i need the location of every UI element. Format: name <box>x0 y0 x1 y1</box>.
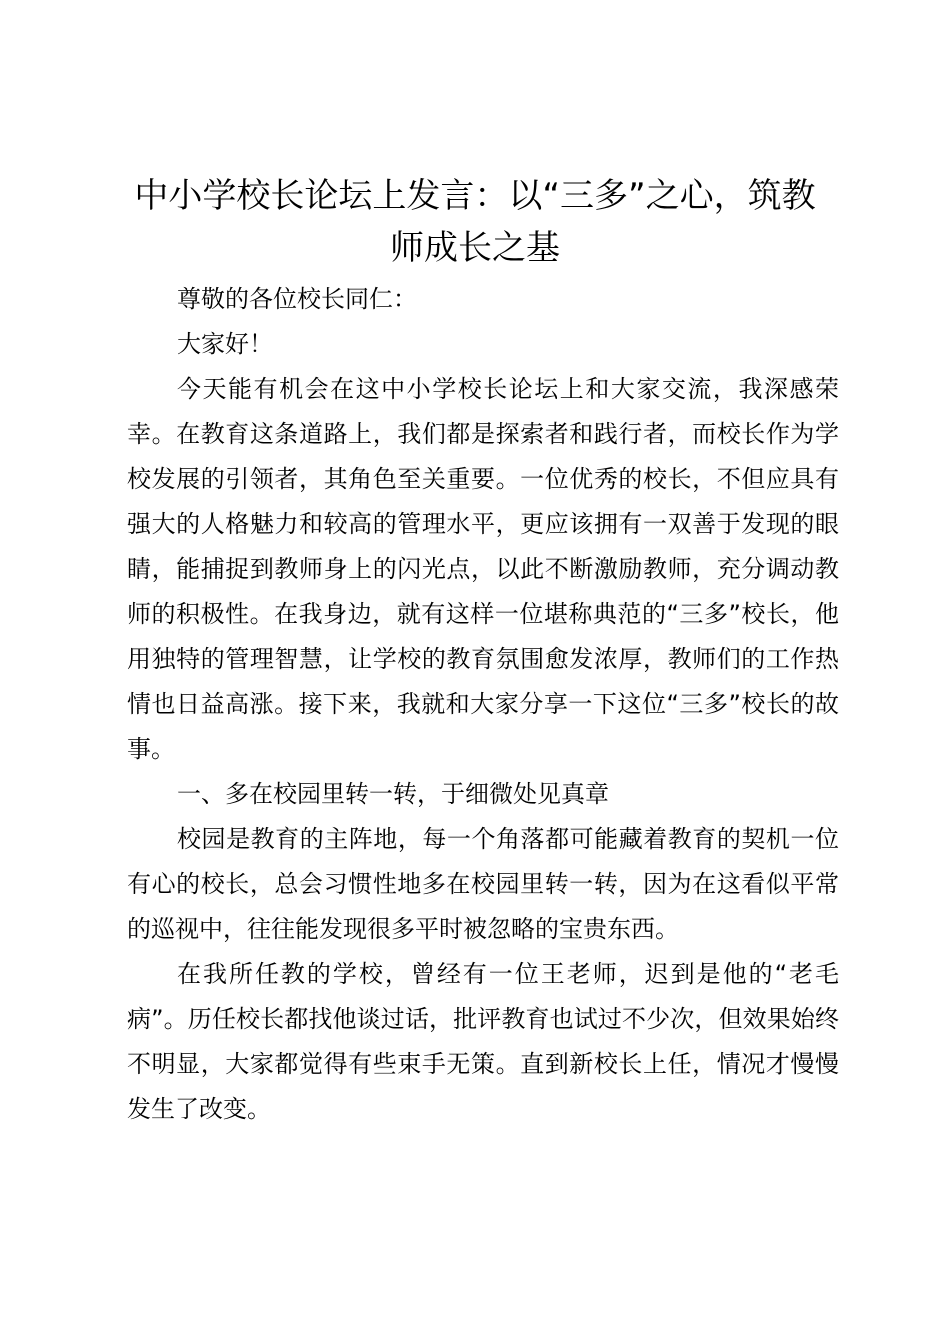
document-title: 中小学校长论坛上发言：以“三多”之心，筑教师成长之基 <box>134 176 816 268</box>
section-heading-1: 一、多在校园里转一转，于细微处见真章 <box>177 780 609 808</box>
salutation: 尊敬的各位校长同仁： <box>177 285 417 313</box>
intro-paragraph: 今天能有机会在这中小学校长论坛上和大家交流，我深感荣幸。在教育这条道路上，我们都是探索者和践行者，而校长作为学校发展的引领者，其角色至关重要。一位优秀的校长，不但应具有强大的人格魅力和较高的管理水平，更应该拥有一双善于发现的眼睛，能捕捉到教师身上的闪光点，以此不断激励教师，充分调动教师的积极性。在我身边，就有这样一位堪称典范的“三多”校长，他用独特的管理智慧，让学校的教育氛围愈发浓厚，教师们的工作热情也日益高涨。接下来，我就和大家分享一下这位“三多”校长的故事。 <box>127 375 839 763</box>
greeting: 大家好！ <box>177 330 273 358</box>
story-paragraph: 在我所任教的学校，曾经有一位王老师，迟到是他的“老毛病”。历任校长都找他谈过话，批评教育也试过不少次，但效果始终不明显，大家都觉得有些束手无策。直到新校长上任，情况才慢慢发生了改变。 <box>127 960 839 1123</box>
document-body <box>127 277 839 1132</box>
section-paragraph-1: 校园是教育的主阵地，每一个角落都可能藏着教育的契机一位有心的校长，总会习惯性地多在校园里转一转，因为在这看似平常的巡视中，往往能发现很多平时被忽略的宝贵东西。 <box>127 825 839 943</box>
